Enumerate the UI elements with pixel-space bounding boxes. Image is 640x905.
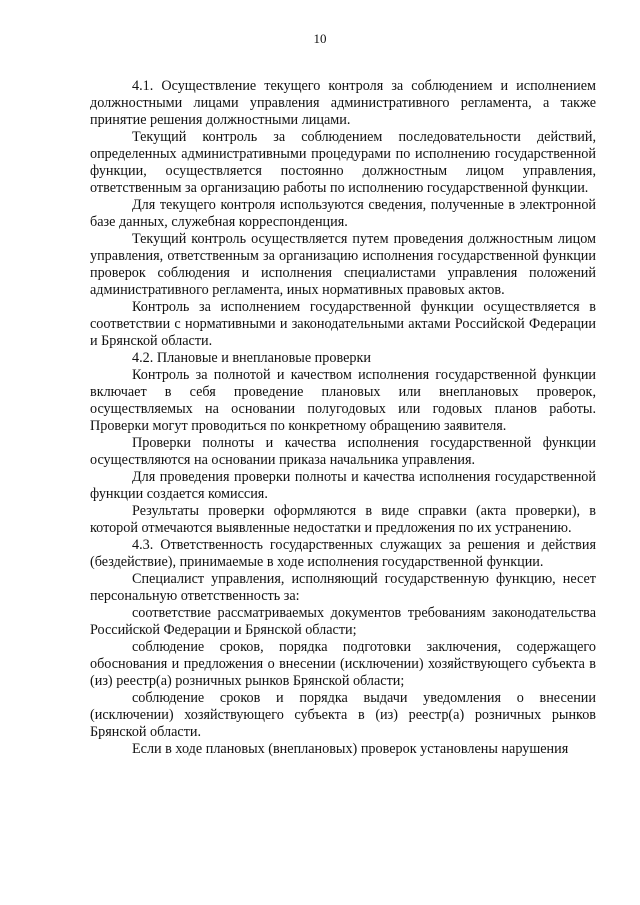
section-heading-4-2: 4.2. Плановые и внеплановые проверки [132,350,371,366]
paragraph-inspection-order: Проверки полноты и качества исполнения государственной функции осуществляются на основании приказа начальника управления. [90,435,596,468]
paragraph-responsibility-item-2: соблюдение сроков, порядка подготовки заключения, содержащего обоснования и предложения о внесении (исключении) хозяйствующего субъекта в (из) реестр(а) розничных рынков Брянской области; [90,639,596,689]
paragraph-inspection-results: Результаты проверки оформляются в виде справки (акта проверки), в которой отмечаются выявленные недостатки и предложения по их устранению. [90,503,596,536]
paragraph-control-compliance: Контроль за исполнением государственной функции осуществляется в соответствии с нормативными и законодательными актами Российской Федерации и Брянской области. [90,299,596,349]
paragraph-responsibility-item-1: соответствие рассматриваемых документов требованиям законодательства Российской Федерации и Брянской области; [90,605,596,638]
document-body [90,78,596,758]
paragraph-specialist-responsibility: Специалист управления, исполняющий государственную функцию, несет персональную ответственность за: [90,571,596,604]
paragraph-inspection-scope: Контроль за полнотой и качеством исполнения государственной функции включает в себя проведение плановых или внеплановых проверок, осуществляемых на основании полугодовых или годовых планов работы. Проверки могут проводиться по конкретному обращению заявителя. [90,367,596,434]
paragraph-control-sources: Для текущего контроля используются сведения, полученные в электронной базе данных, служебная корреспонденция. [90,197,596,230]
paragraph-control-method: Текущий контроль осуществляется путем проведения должностным лицом управления, ответственным за организацию исполнения государственной функции проверок соблюдения и исполнения специалистами управления положений административного регламента, иных нормативных правовых актов. [90,231,596,298]
paragraph-responsibility-item-3: соблюдение сроков и порядка выдачи уведомления о внесении (исключении) хозяйствующего субъекта в (из) реестр(а) розничных рынков Брянской области. [90,690,596,740]
page-number: 10 [313,31,327,46]
paragraph-current-control: Текущий контроль за соблюдением последовательности действий, определенных административными процедурами по исполнению государственной функции, осуществляется постоянно должностным лицом управления, ответственным за организацию работы по исполнению государственной функции. [90,129,596,196]
paragraph-violations: Если в ходе плановых (внеплановых) проверок установлены нарушения [132,741,569,757]
paragraph-4-3: 4.3. Ответственность государственных служащих за решения и действия (бездействие), принимаемые в ходе исполнения государственной функции. [90,537,596,570]
paragraph-4-1: 4.1. Осуществление текущего контроля за соблюдением и исполнением должностными лицами управления административного регламента, а также принятие решения должностными лицами. [90,78,596,128]
paragraph-inspection-commission: Для проведения проверки полноты и качества исполнения государственной функции создается комиссия. [90,469,596,502]
